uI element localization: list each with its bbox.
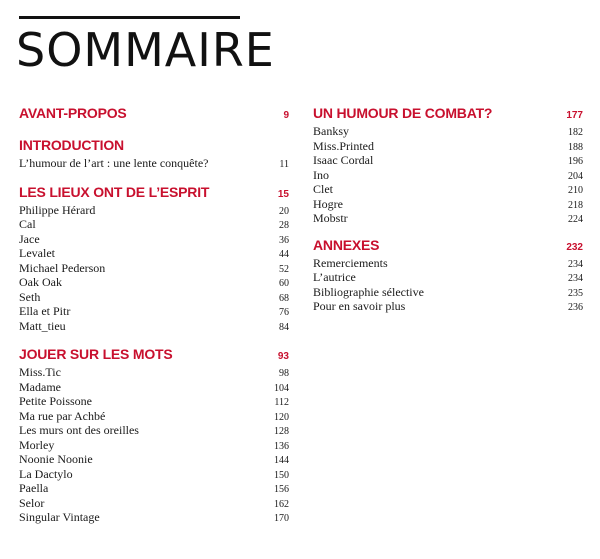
entry-page-number: 36: [279, 234, 289, 246]
toc-entry[interactable]: [19, 438, 289, 453]
entry-name: Michael Pederson: [19, 260, 106, 275]
toc-entry[interactable]: [19, 452, 289, 467]
entry-page-number: 104: [274, 382, 289, 394]
toc-entry[interactable]: [19, 304, 289, 319]
entry-name: Noonie Noonie: [19, 452, 93, 466]
toc-entry[interactable]: [313, 124, 583, 139]
entry-page-number: 44: [279, 249, 289, 260]
section-heading[interactable]: [313, 102, 583, 124]
entry-name: Miss.Tic: [19, 365, 61, 379]
toc-entry[interactable]: [313, 153, 583, 168]
title-rule: [19, 16, 240, 19]
entry-name: Levalet: [19, 246, 55, 260]
toc-entry[interactable]: [19, 203, 289, 218]
section-title: INTRODUCTION: [19, 137, 124, 153]
entry-name: Morley: [19, 437, 55, 452]
section-entries: [313, 124, 583, 226]
entry-name: Petite Poissone: [19, 394, 93, 408]
toc-section-les-lieux-ont-de-l-esprit: [19, 181, 289, 334]
entry-name: Matt_tieu: [19, 318, 66, 333]
entry-name: Ma rue par Achbé: [19, 408, 106, 423]
entry-page-number: 98: [279, 368, 289, 379]
toc-entry[interactable]: [19, 409, 289, 424]
toc-entry[interactable]: [313, 256, 583, 271]
entry-page-number: 182: [568, 127, 583, 138]
entry-page-number: 28: [279, 220, 289, 231]
entry-name: Paella: [19, 481, 49, 495]
entry-page-number: 52: [279, 263, 289, 275]
entry-page-number: 120: [274, 411, 289, 423]
toc-entry[interactable]: [19, 261, 289, 276]
section-title: AVANT-PROPOS: [19, 105, 127, 121]
entry-name: L’humour de l’art : une lente conquête?: [19, 156, 209, 170]
toc-entry[interactable]: [313, 211, 583, 226]
entry-name: Singular Vintage: [19, 510, 100, 524]
entry-page-number: 236: [568, 302, 583, 313]
entry-name: Selor: [19, 495, 45, 510]
toc-entry[interactable]: [313, 299, 583, 314]
toc-entry[interactable]: [19, 510, 289, 525]
entry-name: L’autrice: [313, 270, 356, 284]
entry-name: Les murs ont des oreilles: [19, 423, 139, 437]
entry-name: Isaac Cordal: [313, 153, 374, 167]
section-title: LES LIEUX ONT DE L’ESPRIT: [19, 183, 210, 200]
toc-section-un-humour-de-combat: [313, 102, 583, 226]
section-title: JOUER SUR LES MOTS: [19, 346, 173, 362]
entry-page-number: 128: [274, 426, 289, 437]
entry-name: Ino: [313, 167, 329, 182]
toc-entry[interactable]: [19, 217, 289, 232]
toc-entry[interactable]: [19, 232, 289, 247]
entry-page-number: 60: [279, 278, 289, 289]
entry-page-number: 234: [568, 273, 583, 284]
entry-page-number: 196: [568, 156, 583, 167]
entry-name: La Dactylo: [19, 466, 73, 481]
entry-name: Remerciements: [313, 255, 388, 270]
entry-name: Bibliographie sélective: [313, 284, 424, 299]
toc-entry[interactable]: [19, 275, 289, 290]
toc-entry[interactable]: [19, 423, 289, 438]
section-heading[interactable]: [19, 181, 289, 203]
entry-page-number: 112: [274, 397, 289, 408]
toc-entry[interactable]: [313, 285, 583, 300]
section-heading[interactable]: [19, 102, 289, 124]
section-entries: [313, 256, 583, 314]
toc-section-annexes: [313, 234, 583, 314]
entry-page-number: 156: [274, 484, 289, 495]
entry-page-number: 210: [568, 185, 583, 196]
section-entries: [19, 365, 289, 525]
section-entries: [19, 156, 289, 171]
section-title: ANNEXES: [313, 236, 380, 253]
toc-column-left: [19, 102, 289, 535]
section-title: UN HUMOUR DE COMBAT?: [313, 105, 493, 121]
entry-name: Pour en savoir plus: [313, 299, 406, 313]
toc-entry[interactable]: [19, 365, 289, 380]
entry-page-number: 68: [279, 292, 289, 304]
toc-entry[interactable]: [19, 156, 289, 171]
entry-name: Ella et Pitr: [19, 304, 71, 318]
toc-entry[interactable]: [19, 290, 289, 305]
toc-entry[interactable]: [313, 270, 583, 285]
toc-entry[interactable]: [313, 139, 583, 154]
entry-name: Banksy: [313, 124, 349, 138]
entry-page-number: 162: [274, 498, 289, 510]
entry-page-number: 218: [568, 199, 583, 211]
entry-page-number: 84: [279, 321, 289, 333]
toc-entry[interactable]: [19, 380, 289, 395]
toc-entry[interactable]: [313, 182, 583, 197]
entry-page-number: 188: [568, 141, 583, 153]
section-heading[interactable]: [19, 134, 289, 156]
toc-section-jouer-sur-les-mots: [19, 343, 289, 525]
entry-page-number: 20: [279, 205, 289, 217]
entry-page-number: 235: [568, 287, 583, 299]
entry-name: Mobstr: [313, 211, 348, 225]
toc-entry[interactable]: [19, 246, 289, 261]
entry-page-number: 144: [274, 455, 289, 466]
entry-page-number: 76: [279, 307, 289, 318]
section-entries: [19, 203, 289, 334]
section-page-number: 9: [283, 110, 289, 121]
section-page-number: 93: [277, 351, 289, 362]
toc-entry[interactable]: [19, 467, 289, 482]
toc-section-introduction: [19, 134, 289, 171]
toc-entry[interactable]: [19, 319, 289, 334]
toc-entry[interactable]: [19, 394, 289, 409]
entry-name: Cal: [19, 217, 36, 231]
section-heading[interactable]: [313, 234, 583, 256]
toc-entry[interactable]: [313, 168, 583, 183]
entry-name: Oak Oak: [19, 275, 62, 289]
toc-entry[interactable]: [19, 496, 289, 511]
entry-name: Clet: [313, 182, 333, 196]
toc-entry[interactable]: [19, 481, 289, 496]
entry-page-number: 234: [568, 258, 583, 270]
entry-page-number: 136: [274, 440, 289, 452]
entry-name: Hogre: [313, 196, 343, 211]
toc-column-right: [313, 102, 583, 324]
page-title: SOMMAIRE: [16, 23, 275, 77]
entry-name: Miss.Printed: [313, 138, 375, 153]
toc-entry[interactable]: [313, 197, 583, 212]
entry-page-number: 204: [568, 170, 583, 182]
entry-page-number: 170: [274, 513, 289, 524]
section-page-number: 232: [566, 241, 583, 253]
section-page-number: 15: [277, 188, 289, 200]
entry-name: Seth: [19, 289, 41, 304]
entry-name: Madame: [19, 379, 61, 394]
entry-page-number: 11: [279, 159, 289, 170]
entry-name: Philippe Hérard: [19, 202, 96, 217]
toc-section-avant-propos: [19, 102, 289, 124]
section-heading[interactable]: [19, 343, 289, 365]
entry-page-number: 150: [274, 469, 289, 481]
entry-name: Jace: [19, 231, 40, 246]
entry-page-number: 224: [568, 214, 583, 225]
section-page-number: 177: [566, 110, 583, 121]
